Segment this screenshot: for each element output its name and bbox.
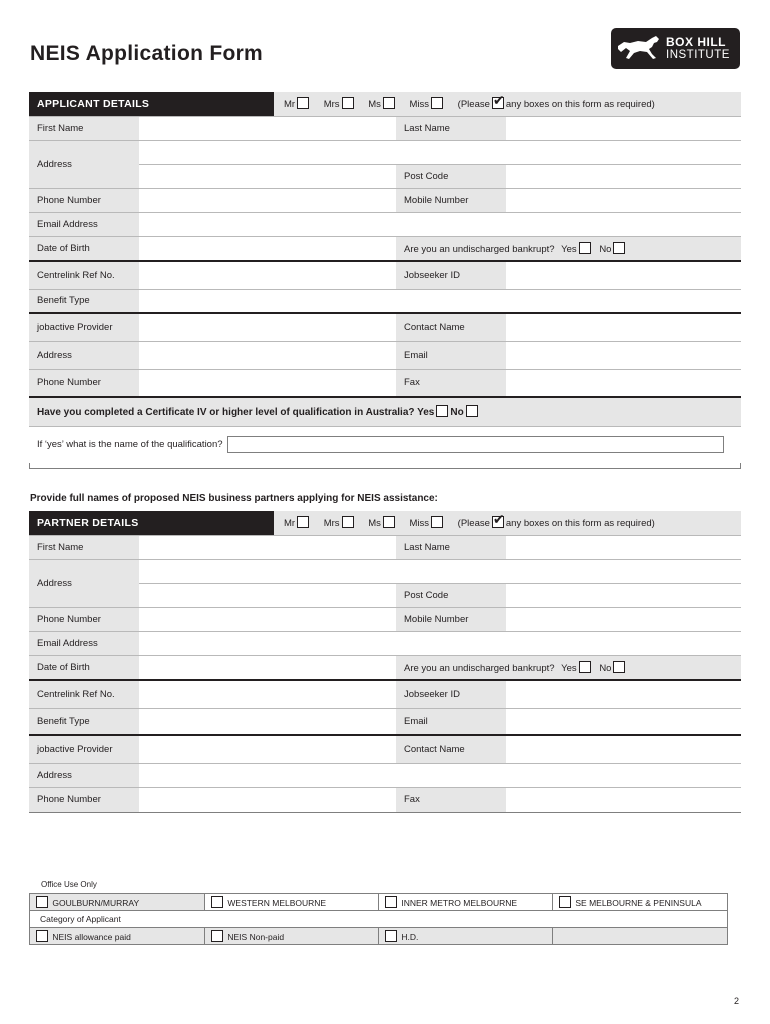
partner-jobactive-provider-field[interactable]: [139, 735, 396, 763]
bankrupt-no-label: No: [599, 243, 612, 255]
partner-phone-number-field[interactable]: [139, 607, 396, 631]
title-miss-checkbox[interactable]: [431, 97, 443, 109]
page-title: NEIS Application Form: [30, 42, 264, 65]
page-number: 2: [734, 996, 740, 1006]
phone-number-label: Phone Number: [29, 188, 139, 212]
email-address-field[interactable]: [139, 212, 741, 236]
region-inner-metro-checkbox[interactable]: [385, 896, 397, 908]
category-hd-checkbox[interactable]: [385, 930, 397, 942]
jobactive-provider-label: jobactive Provider: [29, 313, 139, 341]
partner-title-options: [274, 511, 741, 535]
partner-contact-name-field[interactable]: [506, 735, 741, 763]
partner-bankrupt-question: [396, 655, 741, 680]
category-allowance-paid-label: NEIS allowance paid: [52, 932, 131, 942]
category-allowance-paid-checkbox[interactable]: [36, 930, 48, 942]
partner-last-name-label: Last Name: [396, 535, 506, 559]
title-ms-checkbox[interactable]: [383, 97, 395, 109]
title-mrs-checkbox[interactable]: [342, 97, 354, 109]
category-allowance-paid: [30, 928, 205, 945]
benefit-type-label: Benefit Type: [29, 289, 139, 313]
region-inner-metro-label: INNER METRO MELBOURNE: [401, 898, 518, 908]
provider-phone-field[interactable]: [139, 369, 396, 397]
contact-name-label: Contact Name: [396, 313, 506, 341]
partner-title-mr-label: Mr: [284, 518, 296, 530]
centrelink-label: Centrelink Ref No.: [29, 261, 139, 289]
email-address-label: Email Address: [29, 212, 139, 236]
centrelink-field[interactable]: [139, 261, 396, 289]
box-hill-logo: [611, 28, 740, 69]
logo-line-1: BOX HILL: [666, 35, 726, 49]
partner-title-mrs-label: Mrs: [323, 518, 340, 530]
region-goulburn-checkbox[interactable]: [36, 896, 48, 908]
partner-title-ms-checkbox[interactable]: [383, 516, 395, 528]
partner-centrelink-field[interactable]: [139, 680, 396, 708]
partner-fax-label: Fax: [396, 787, 506, 812]
region-goulburn-label: GOULBURN/MURRAY: [52, 898, 140, 908]
partner-jobactive-provider-label: jobactive Provider: [29, 735, 139, 763]
region-western: [205, 894, 379, 911]
partner-title-miss-checkbox[interactable]: [431, 516, 443, 528]
certificate-yes-checkbox[interactable]: [436, 405, 448, 417]
title-miss-label: Miss: [409, 99, 430, 111]
partner-centrelink-label: Centrelink Ref No.: [29, 680, 139, 708]
partner-first-name-label: First Name: [29, 535, 139, 559]
please-note-end: any boxes on this form as required): [505, 99, 655, 111]
provider-address-label: Address: [29, 341, 139, 369]
partner-provider-phone-field[interactable]: [139, 787, 396, 812]
partner-bankrupt-no-checkbox[interactable]: [613, 661, 625, 673]
region-western-checkbox[interactable]: [211, 896, 223, 908]
post-code-field[interactable]: [506, 164, 741, 188]
partner-jobseeker-label: Jobseeker ID: [396, 680, 506, 708]
please-note-start: (Please: [457, 99, 490, 111]
mobile-number-label: Mobile Number: [396, 188, 506, 212]
fax-label: Fax: [396, 369, 506, 397]
partner-first-name-field[interactable]: [139, 535, 396, 559]
partner-title-mrs-checkbox[interactable]: [342, 516, 354, 528]
office-use-label: Office Use Only: [41, 880, 97, 889]
partner-provider-address-field[interactable]: [139, 763, 741, 787]
category-empty: [553, 928, 728, 945]
bankrupt-question-text: Are you an undischarged bankrupt?: [404, 243, 555, 255]
fax-field[interactable]: [506, 369, 741, 397]
post-code-label: Post Code: [396, 164, 506, 188]
email-label: Email: [396, 341, 506, 369]
partner-address-field-line2[interactable]: [139, 583, 396, 607]
certificate-no-label: No: [450, 407, 464, 419]
qualification-question: If ‘yes’ what is the name of the qualification?: [37, 439, 223, 451]
region-goulburn: [30, 894, 205, 911]
office-use-table: [29, 893, 728, 945]
email-field[interactable]: [506, 341, 741, 369]
partner-benefit-type-label: Benefit Type: [29, 708, 139, 735]
bankrupt-yes-label: Yes: [561, 243, 577, 255]
category-non-paid-checkbox[interactable]: [211, 930, 223, 942]
title-mrs-label: Mrs: [323, 99, 340, 111]
partner-contact-name-label: Contact Name: [396, 735, 506, 763]
category-hd-label: H.D.: [401, 932, 419, 942]
title-mr-label: Mr: [284, 99, 296, 111]
partner-mobile-number-field[interactable]: [506, 607, 741, 631]
first-name-field[interactable]: [139, 116, 396, 140]
partner-email-address-label: Email Address: [29, 631, 139, 655]
partner-title-miss-label: Miss: [409, 518, 430, 530]
partner-fax-field[interactable]: [506, 787, 741, 812]
partner-email-label: Email: [396, 708, 506, 735]
title-ms-label: Ms: [368, 99, 381, 111]
mobile-number-field[interactable]: [506, 188, 741, 212]
provider-address-field[interactable]: [139, 341, 396, 369]
bankrupt-yes-checkbox[interactable]: [579, 242, 591, 254]
partner-benefit-type-field[interactable]: [139, 708, 396, 735]
date-of-birth-field[interactable]: [139, 236, 396, 261]
category-label: Category of Applicant: [30, 911, 728, 928]
first-name-label: First Name: [29, 116, 139, 140]
jobactive-provider-field[interactable]: [139, 313, 396, 341]
jobseeker-field[interactable]: [506, 261, 741, 289]
partner-email-field[interactable]: [506, 708, 741, 735]
title-options: [274, 92, 741, 116]
horse-icon: [616, 34, 662, 62]
region-inner-metro: [379, 894, 553, 911]
bankrupt-no-checkbox[interactable]: [613, 242, 625, 254]
partner-details-table: [29, 511, 741, 812]
partner-tick-example-icon: [492, 516, 504, 528]
partner-date-of-birth-field[interactable]: [139, 655, 396, 680]
title-mr-checkbox[interactable]: [297, 97, 309, 109]
partner-please-note-start: (Please: [457, 518, 490, 530]
certificate-question: [29, 397, 741, 426]
address-field[interactable]: [139, 140, 741, 164]
partner-bankrupt-question-text: Are you an undischarged bankrupt?: [404, 662, 555, 674]
partner-mobile-number-label: Mobile Number: [396, 607, 506, 631]
jobseeker-label: Jobseeker ID: [396, 261, 506, 289]
category-hd: [379, 928, 553, 945]
partner-post-code-field[interactable]: [506, 583, 741, 607]
region-se-melbourne-label: SE MELBOURNE & PENINSULA: [575, 898, 702, 908]
partner-address-label: Address: [29, 559, 139, 607]
partner-email-address-field[interactable]: [139, 631, 741, 655]
address-field-line2[interactable]: [139, 164, 396, 188]
qualification-input[interactable]: [227, 436, 724, 453]
partner-title-mr-checkbox[interactable]: [297, 516, 309, 528]
partner-last-name-field[interactable]: [506, 535, 741, 559]
date-of-birth-label: Date of Birth: [29, 236, 139, 261]
address-label: Address: [29, 140, 139, 188]
category-non-paid: [205, 928, 379, 945]
partner-jobseeker-field[interactable]: [506, 680, 741, 708]
partner-details-header: PARTNER DETAILS: [29, 511, 274, 535]
last-name-label: Last Name: [396, 116, 506, 140]
last-name-field[interactable]: [506, 116, 741, 140]
bankrupt-question: [396, 236, 741, 261]
partner-date-of-birth-label: Date of Birth: [29, 655, 139, 680]
region-se-melbourne-checkbox[interactable]: [559, 896, 571, 908]
partner-bankrupt-yes-checkbox[interactable]: [579, 661, 591, 673]
certificate-question-text: Have you completed a Certificate IV or higher level of qualification in Australia? Yes: [37, 407, 435, 419]
partners-instruction: Provide full names of proposed NEIS business partners applying for NEIS assistance:: [30, 493, 438, 504]
partner-bankrupt-yes-label: Yes: [561, 662, 577, 674]
partner-bankrupt-no-label: No: [599, 662, 612, 674]
partner-please-note-end: any boxes on this form as required): [505, 518, 655, 530]
partner-post-code-label: Post Code: [396, 583, 506, 607]
contact-name-field[interactable]: [506, 313, 741, 341]
applicant-details-table: [29, 92, 741, 463]
provider-phone-label: Phone Number: [29, 369, 139, 397]
benefit-type-field[interactable]: [139, 289, 741, 313]
certificate-no-checkbox[interactable]: [466, 405, 478, 417]
logo-line-2: INSTITUTE: [666, 49, 730, 61]
region-se-melbourne: [553, 894, 728, 911]
partner-address-field[interactable]: [139, 559, 741, 583]
qualification-row: [29, 426, 741, 463]
partner-title-ms-label: Ms: [368, 518, 381, 530]
region-western-label: WESTERN MELBOURNE: [227, 898, 327, 908]
tick-example-icon: [492, 97, 504, 109]
applicant-details-header: APPLICANT DETAILS: [29, 92, 274, 116]
partner-provider-address-label: Address: [29, 763, 139, 787]
partner-phone-number-label: Phone Number: [29, 607, 139, 631]
category-non-paid-label: NEIS Non-paid: [227, 932, 285, 942]
phone-number-field[interactable]: [139, 188, 396, 212]
partner-provider-phone-label: Phone Number: [29, 787, 139, 812]
